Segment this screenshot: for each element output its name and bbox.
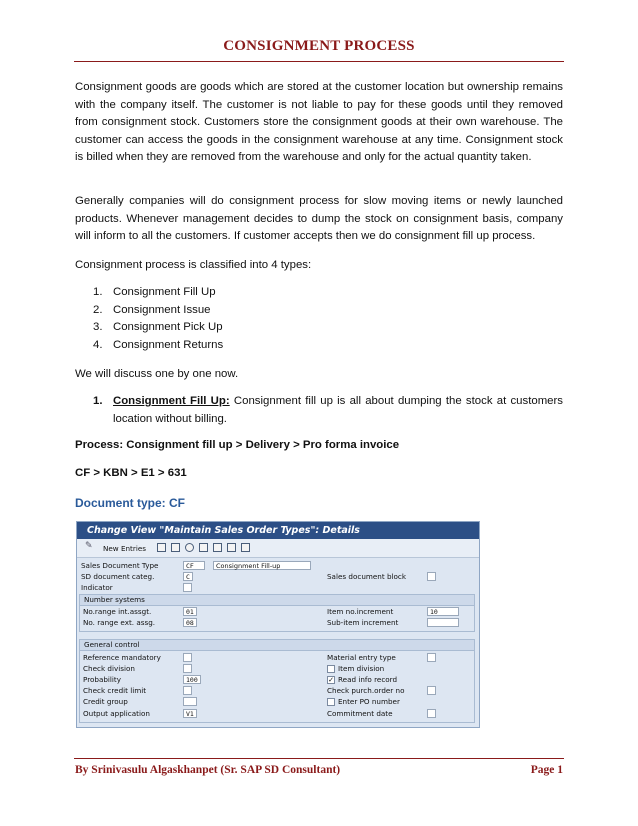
item-no-incr-field[interactable]: 10 xyxy=(427,607,459,616)
copy-icon[interactable] xyxy=(157,543,166,552)
check-purch-order-label: Check purch.order no xyxy=(327,686,405,695)
pencil-glasses-icon[interactable]: ✎ xyxy=(85,541,93,551)
item-division-checkbox[interactable] xyxy=(327,665,335,673)
list-item: 2. Consignment Issue xyxy=(93,303,211,316)
select-all-icon[interactable] xyxy=(213,543,222,552)
intro-paragraph: Consignment goods are goods which are stored at the customer location but ownership remains with the company itself. The customer is not liable to pay for these goods until they removed from consignment stock. Customers store the consignment goods at their own warehouse. The customer can access the goods in the consignment warehouse at any time. Consignment stock is billed when they are removed from the warehouse and only for the actual quantity taken. xyxy=(75,81,563,163)
item-division-label: Item division xyxy=(338,664,385,673)
read-info-record-checkbox[interactable]: ✓ xyxy=(328,676,334,684)
no-range-int-label: No.range int.assgt. xyxy=(83,607,152,616)
general-control-header: General control xyxy=(80,640,474,651)
check-division-label: Check division xyxy=(83,664,135,673)
sales-doc-block-label: Sales document block xyxy=(327,572,407,581)
sub-item-incr-field[interactable] xyxy=(427,618,459,627)
no-range-ext-label: No. range ext. assg. xyxy=(83,618,156,627)
types-list xyxy=(93,284,223,354)
code-line: CF > KBN > E1 > 631 xyxy=(75,467,187,479)
section-heading: Consignment Fill Up: xyxy=(113,395,230,407)
sales-doc-type-field[interactable]: CF xyxy=(183,561,205,570)
delete-icon[interactable] xyxy=(199,543,208,552)
check-credit-limit-label: Check credit limit xyxy=(83,686,147,695)
save-icon[interactable] xyxy=(171,543,180,552)
footer-author: By Srinivasulu Algaskhanpet (Sr. SAP SD Consultant) xyxy=(75,764,341,776)
check-division-field[interactable] xyxy=(183,664,192,673)
credit-group-label: Credit group xyxy=(83,697,128,706)
output-application-field[interactable]: V1 xyxy=(183,709,197,718)
sales-doc-type-label: Sales Document Type xyxy=(81,561,159,570)
print-icon[interactable] xyxy=(227,543,236,552)
new-entries-button[interactable]: New Entries xyxy=(103,544,146,553)
number-systems-header: Number systems xyxy=(80,595,474,606)
reference-mandatory-label: Reference mandatory xyxy=(83,653,161,662)
sap-toolbar xyxy=(77,539,479,558)
doc-type-heading: Document type: CF xyxy=(75,496,186,510)
list-item: 4. Consignment Returns xyxy=(93,338,224,351)
sd-doc-categ-field[interactable]: C xyxy=(183,572,193,581)
section-fill-up xyxy=(93,393,563,428)
process-line: Process: Consignment fill up > Delivery > Pro forma invoice xyxy=(75,439,400,451)
section-text: Consignment fill up is all about dumping the stock at customers location without billing. xyxy=(113,395,564,425)
section-number: 1. xyxy=(93,395,103,407)
credit-group-field[interactable] xyxy=(183,697,197,706)
sap-window-title: Change View "Maintain Sales Order Types": Details xyxy=(77,522,479,539)
sd-doc-categ-label: SD document categ. xyxy=(81,572,155,581)
output-application-label: Output application xyxy=(83,709,150,718)
list-item: 3. Consignment Pick Up xyxy=(93,321,223,333)
probability-field[interactable]: 100 xyxy=(183,675,201,684)
commitment-date-label: Commitment date xyxy=(327,709,393,718)
sales-doc-block-field[interactable] xyxy=(427,572,436,581)
undo-icon[interactable] xyxy=(185,543,194,552)
page-title: CONSIGNMENT PROCESS xyxy=(223,38,415,54)
no-range-ext-field[interactable]: 08 xyxy=(183,618,197,627)
sales-doc-type-desc: Consignment Fill-up xyxy=(213,561,311,570)
companies-paragraph: Generally companies will do consignment process for slow moving items or newly launched products. Whenever management decides to dump the stock on consignment basis, company will inform to all the customers. If customer accepts then we do consignment fill up process. xyxy=(75,195,563,242)
no-range-int-field[interactable]: 01 xyxy=(183,607,197,616)
navigate-icon[interactable] xyxy=(241,543,250,552)
enter-po-number-checkbox[interactable] xyxy=(327,698,335,706)
types-intro: Consignment process is classified into 4 types: xyxy=(75,259,312,271)
footer-page-number: Page 1 xyxy=(530,764,563,776)
item-no-incr-label: Item no.increment xyxy=(327,607,394,616)
indicator-field[interactable] xyxy=(183,583,192,592)
indicator-label: Indicator xyxy=(81,583,113,592)
list-item: 1. Consignment Fill Up xyxy=(93,286,216,298)
footer-rule xyxy=(74,758,564,759)
sap-screenshot xyxy=(76,521,480,728)
check-credit-limit-field[interactable] xyxy=(183,686,192,695)
commitment-date-field[interactable] xyxy=(427,709,436,718)
read-info-record-label: Read info record xyxy=(338,675,398,684)
check-purch-order-field[interactable] xyxy=(427,686,436,695)
reference-mandatory-field[interactable] xyxy=(183,653,192,662)
probability-label: Probability xyxy=(83,675,121,684)
discuss-line: We will discuss one by one now. xyxy=(75,368,239,380)
material-entry-type-field[interactable] xyxy=(427,653,436,662)
sub-item-incr-label: Sub-item increment xyxy=(327,618,399,627)
title-underline xyxy=(74,61,564,62)
material-entry-type-label: Material entry type xyxy=(327,653,396,662)
enter-po-number-label: Enter PO number xyxy=(338,697,400,706)
